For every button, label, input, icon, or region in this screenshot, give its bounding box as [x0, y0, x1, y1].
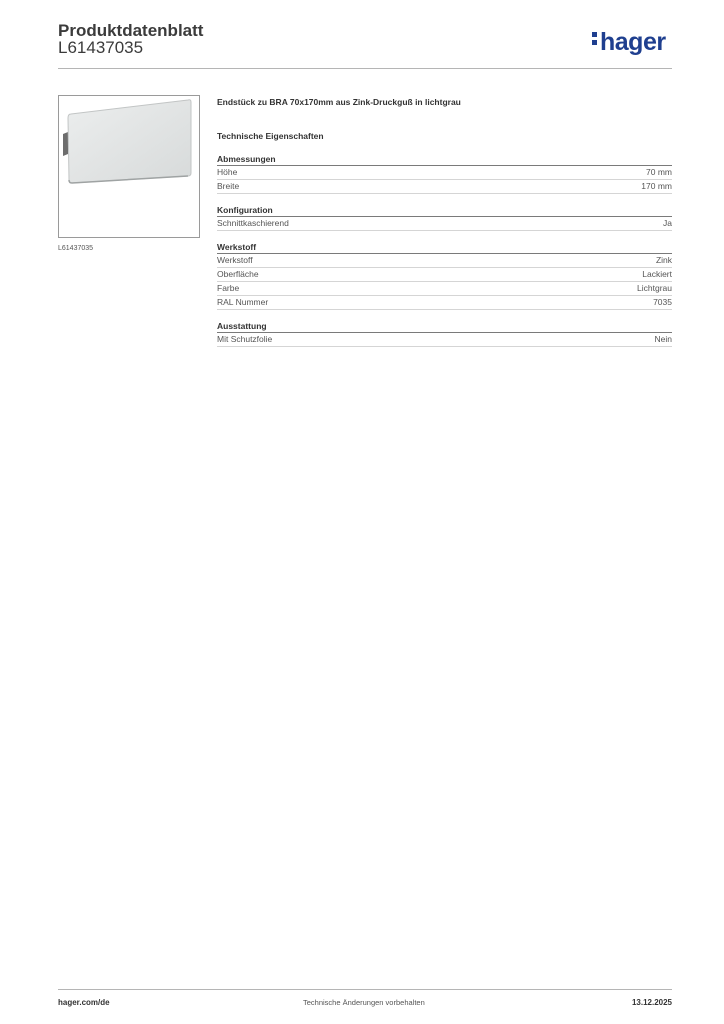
image-caption: L61437035	[58, 245, 94, 252]
section-title: Werkstoff	[217, 241, 672, 254]
row-value: 70 mm	[646, 167, 672, 177]
row-label: Werkstoff	[217, 255, 253, 265]
footer-notice: Technische Änderungen vorbehalten	[303, 998, 425, 1007]
logo-colon-icon	[592, 29, 597, 48]
row-label: RAL Nummer	[217, 297, 269, 307]
table-row	[217, 268, 672, 282]
row-value: 7035	[653, 297, 672, 307]
logo-text: hager	[600, 28, 666, 56]
header-divider	[58, 68, 672, 69]
page-title: Produktdatenblatt	[58, 21, 204, 40]
table-row	[217, 296, 672, 310]
row-value: Nein	[654, 334, 672, 344]
section-dimensions	[217, 153, 672, 194]
section-title: Abmessungen	[217, 153, 672, 166]
product-details	[217, 95, 672, 347]
section-configuration	[217, 204, 672, 231]
section-material	[217, 241, 672, 310]
row-label: Breite	[217, 181, 240, 191]
document-number: L61437035	[58, 38, 144, 57]
product-description: Endstück zu BRA 70x170mm aus Zink-Druckguß in lichtgrau	[217, 97, 461, 107]
footer-date: 13.12.2025	[631, 998, 672, 1007]
row-value: 170 mm	[641, 181, 672, 191]
table-row	[217, 333, 672, 347]
row-value: Lackiert	[642, 269, 672, 279]
table-row	[217, 180, 672, 194]
hager-logo[interactable]	[592, 28, 666, 57]
footer-website-link[interactable]: hager.com/de	[58, 998, 110, 1007]
section-equipment	[217, 320, 672, 347]
footer-divider	[58, 989, 672, 990]
end-cap-illustration	[59, 96, 199, 237]
row-label: Höhe	[217, 167, 238, 177]
table-row	[217, 282, 672, 296]
table-row	[217, 217, 672, 231]
table-row	[217, 166, 672, 180]
row-label: Oberfläche	[217, 269, 259, 279]
table-row	[217, 254, 672, 268]
row-label: Schnittkaschierend	[217, 218, 289, 228]
row-value: Zink	[655, 255, 672, 265]
row-value: Lichtgrau	[637, 283, 672, 293]
product-image	[58, 95, 200, 238]
row-label: Farbe	[217, 283, 240, 293]
row-value: Ja	[663, 218, 672, 228]
technical-heading: Technische Eigenschaften	[217, 131, 324, 141]
row-label: Mit Schutzfolie	[217, 334, 273, 344]
section-title: Ausstattung	[217, 320, 672, 333]
section-title: Konfiguration	[217, 204, 672, 217]
